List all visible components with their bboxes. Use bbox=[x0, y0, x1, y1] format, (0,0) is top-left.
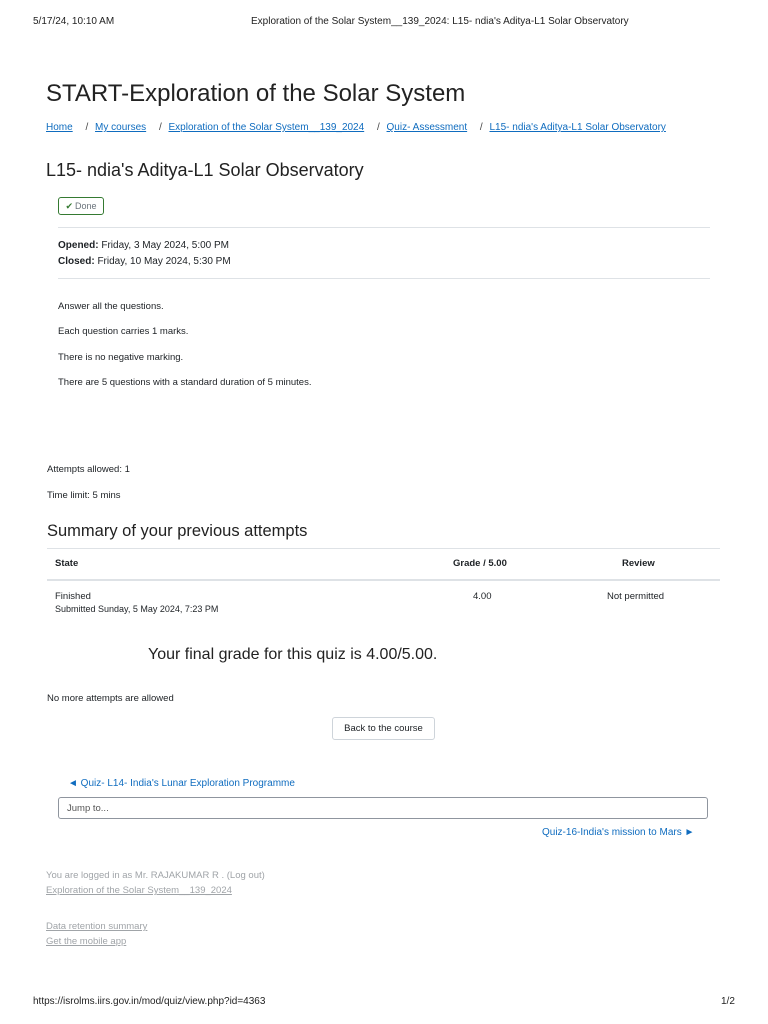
breadcrumb-home[interactable]: Home bbox=[46, 122, 73, 133]
previous-activity-link[interactable]: ◄ Quiz- L14- India's Lunar Exploration Programme bbox=[68, 778, 295, 789]
no-more-attempts: No more attempts are allowed bbox=[47, 693, 174, 704]
final-grade: Your final grade for this quiz is 4.00/5.00. bbox=[148, 646, 438, 663]
breadcrumb-separator: / bbox=[158, 122, 162, 133]
attempts-allowed: Attempts allowed: 1 bbox=[47, 464, 130, 475]
breadcrumb-separator: / bbox=[376, 122, 380, 133]
breadcrumb-separator: / bbox=[85, 122, 89, 133]
summary-heading: Summary of your previous attempts bbox=[47, 522, 308, 540]
breadcrumb-quiz-assessment[interactable]: Quiz- Assessment bbox=[386, 122, 468, 133]
intro-line: There is no negative marking. bbox=[58, 352, 184, 363]
back-to-course-button[interactable]: Back to the course bbox=[332, 717, 435, 740]
column-header-review: Review bbox=[622, 558, 655, 569]
breadcrumb-course[interactable]: Exploration of the Solar System__139_2024 bbox=[168, 122, 365, 133]
data-retention-link[interactable]: Data retention summary bbox=[46, 921, 148, 932]
print-url: https://isrolms.iirs.gov.in/mod/quiz/view.php?id=4363 bbox=[33, 996, 266, 1007]
breadcrumb-my-courses[interactable]: My courses bbox=[95, 122, 147, 133]
footer-course-link[interactable]: Exploration of the Solar System__139_2024 bbox=[46, 885, 232, 896]
page-title: L15- ndia's Aditya-L1 Solar Observatory bbox=[46, 160, 364, 180]
opened-label: Opened: bbox=[58, 240, 99, 251]
done-label: Done bbox=[75, 201, 97, 211]
table-border bbox=[47, 579, 720, 581]
breadcrumb-current-quiz[interactable]: L15- ndia's Aditya-L1 Solar Observatory bbox=[489, 122, 666, 133]
divider bbox=[58, 278, 710, 279]
closed-value: Friday, 10 May 2024, 5:30 PM bbox=[97, 255, 231, 267]
breadcrumb-separator: / bbox=[479, 122, 483, 133]
completion-done-badge bbox=[58, 197, 104, 215]
activity-dates bbox=[58, 238, 231, 269]
user-profile-link[interactable]: Mr. RAJAKUMAR R . bbox=[134, 870, 225, 881]
table-border bbox=[47, 548, 720, 549]
jump-to-placeholder: Jump to... bbox=[67, 802, 109, 814]
intro-line: Each question carries 1 marks. bbox=[58, 326, 189, 337]
time-limit: Time limit: 5 mins bbox=[47, 490, 121, 501]
logged-in-prefix: You are logged in as bbox=[46, 870, 133, 881]
logout-link[interactable]: (Log out) bbox=[226, 870, 265, 881]
print-doc-title: Exploration of the Solar System__139_2024: L15- ndia's Aditya-L1 Solar Observatory bbox=[251, 16, 629, 27]
attempt-grade: 4.00 bbox=[473, 591, 492, 602]
attempt-review: Not permitted bbox=[607, 591, 665, 602]
print-page-number: 1/2 bbox=[721, 996, 735, 1007]
intro-line: Answer all the questions. bbox=[58, 301, 164, 312]
login-info bbox=[46, 870, 265, 881]
divider bbox=[58, 227, 710, 228]
site-title: START-Exploration of the Solar System bbox=[46, 80, 466, 107]
opened-value: Friday, 3 May 2024, 5:00 PM bbox=[101, 240, 229, 251]
breadcrumb bbox=[46, 122, 666, 133]
intro-line: There are 5 questions with a standard duration of 5 minutes. bbox=[58, 377, 312, 388]
attempt-submitted: Submitted Sunday, 5 May 2024, 7:23 PM bbox=[55, 604, 219, 614]
check-icon: ✔ bbox=[65, 200, 74, 211]
next-activity-link[interactable]: Quiz-16-India's mission to Mars ► bbox=[542, 827, 695, 838]
column-header-grade: Grade / 5.00 bbox=[453, 558, 507, 569]
mobile-app-link[interactable]: Get the mobile app bbox=[46, 936, 127, 947]
jump-to-select[interactable] bbox=[58, 797, 708, 819]
closed-label: Closed: bbox=[58, 255, 95, 267]
attempt-state: Finished bbox=[55, 591, 91, 602]
column-header-state: State bbox=[55, 558, 79, 569]
print-datetime: 5/17/24, 10:10 AM bbox=[33, 16, 115, 27]
